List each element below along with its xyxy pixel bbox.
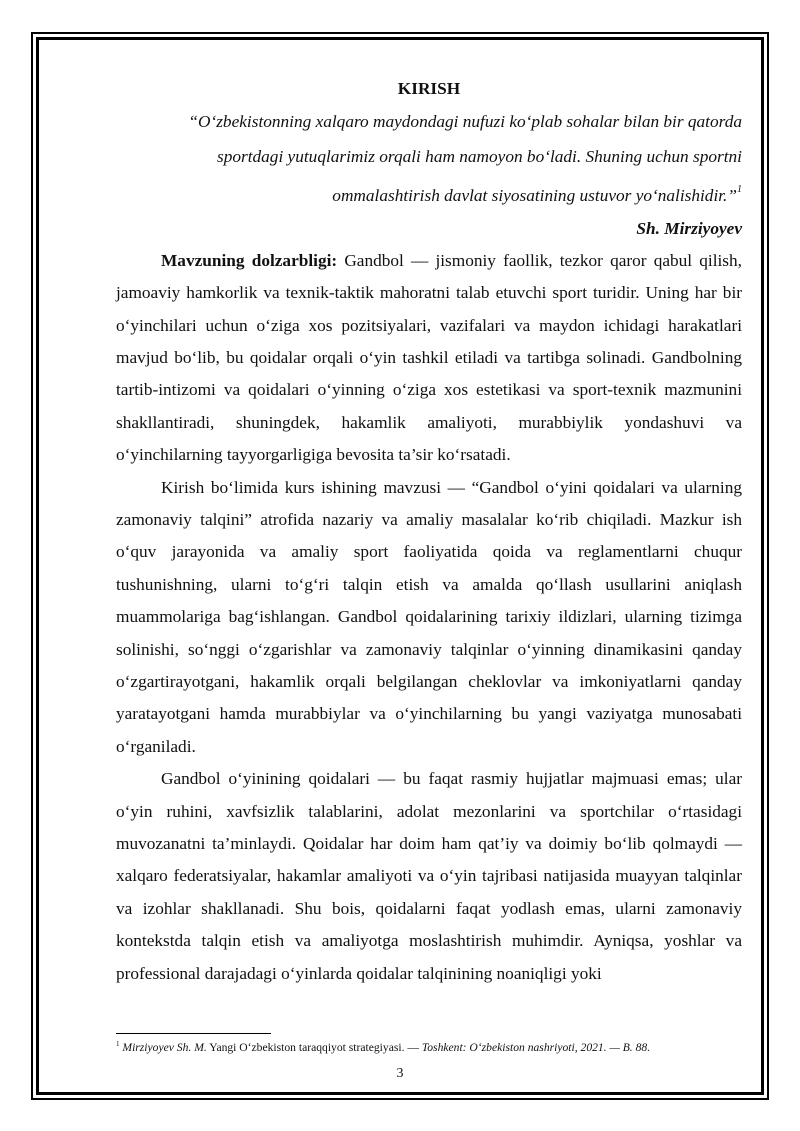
footnote-separator (116, 1033, 271, 1034)
epigraph (116, 104, 742, 245)
epigraph-line-2: sportdagi yutuqlarimiz orqali ham namoyon bo‘ladi. Shuning uchun sportni (216, 147, 742, 166)
epigraph-footnote-mark[interactable]: 1 (737, 184, 742, 195)
footnote-title: Yangi O‘zbekiston taraqqiyot strategiyasi. — (206, 1040, 422, 1054)
paragraph-text: Gandbol o‘yinining qoidalari — bu faqat rasmiy hujjatlar majmuasi emas; ular o‘yin ruhini, xavfsizlik talablarini, adolat mezonlarini va sportchilar o‘rtasidagi muvozanatni ta’minlaydi. Qoidalar har doim ham qat’iy va doimiy bo‘lib qolmaydi — xalqaro federatsiyalar, hakamlar amaliyoti va o‘yin tajribasi natijasida muayyan talqinlar va izohlar shakllanadi. Shu bois, qoidalarni faqat yodlash emas, ularni zamonaviy kontekstda talqin etish va amaliyotga moslashtirish muhimdir. Ayniqsa, yoshlar va professional darajadagi o‘yinlarda qoidalar talqinining noaniqligi yoki (116, 769, 742, 983)
paragraph-lead: Mavzuning dolzarbligi: (161, 250, 338, 270)
paragraph-text: Gandbol — jismoniy faollik, tezkor qaror qabul qilish, jamoaviy hamkorlik va texnik-taktik mahoratni talab etuvchi sport turidir. Uning har bir o‘yinchilari uchun o‘ziga xos pozitsiyalari, vazifalari va maydon ichidagi harakatlari mavjud bo‘lib, bu qoidalar orqali o‘yin tashkil etiladi va tartibga solinadi. Gandbolning tartib-intizomi va qoidalari o‘yinning o‘ziga xos estetikasi va sport-texnik mazmunini shakllantiradi, shuningdek, hakamlik amaliyoti, murabbiylik yondashuvi va o‘yinchilarning tayyorgarligiga bevosita ta’sir ko‘rsatadi. (116, 250, 742, 465)
epigraph-line-3-text: ommalashtirish davlat siyosatining ustuvor yo‘nalishidir.” (332, 185, 737, 205)
page-number: 3 (396, 1066, 404, 1081)
epigraph-author: Sh. Mirziyoyev (636, 218, 742, 238)
paragraph-rules (116, 763, 742, 990)
epigraph-line-3 (116, 174, 742, 213)
paragraph-text: Kirish bo‘limida kurs ishining mavzusi — “Gandbol o‘yini qoidalari va ularning zamonaviy talqini” atrofida nazariy va amaliy masalalar ko‘rib chiqiladi. Mazkur ish o‘quv jarayonida va amaliy sport faoliyatida qoida va reglamentlarni chuqur tushunishning, ularni to‘g‘ri talqin etish va amalda qo‘llash usullarini aniqlash muammolariga bag‘ishlangan. Gandbol qoidalarining tarixiy ildizlari, ularning tizimga solinishi, so‘nggi o‘zgarishlar va zamonaviy talqinlar o‘yinning dinamikasini qanday o‘zgartirayotgani, hakamlik orqali belgilangan cheklovlar va imkoniyatlarni qanday yaratayotgani hamda murabbiylar va o‘yinchilarning bu yangi vaziyatga munosabati o‘rganiladi. (116, 477, 742, 756)
section-heading: KIRISH (397, 79, 461, 98)
epigraph-line-1: “O‘zbekistonning xalqaro maydondagi nufuzi ko‘plab sohalar bilan bir qatorda (188, 112, 742, 131)
paragraph-relevance (116, 245, 742, 472)
footnote-imprint: Toshkent: O‘zbekiston nashriyoti, 2021. — B. 88. (421, 1040, 651, 1054)
footnote-mark: 1 (116, 1040, 120, 1048)
footnote (116, 1040, 756, 1054)
document-body (116, 74, 742, 990)
footnote-author: Mirziyoyev Sh. M. (122, 1040, 207, 1054)
paragraph-introduction (116, 472, 742, 764)
